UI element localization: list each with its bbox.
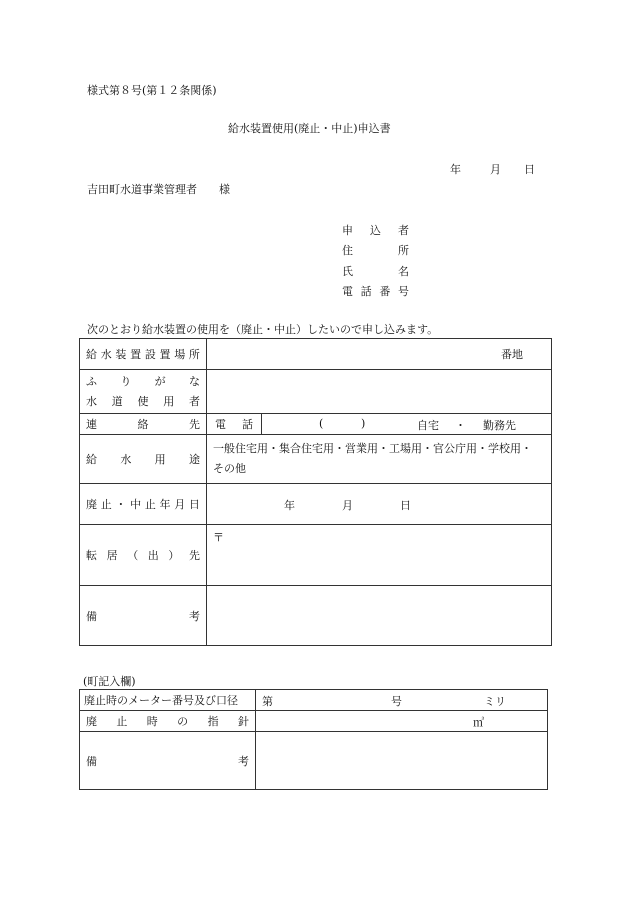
stop-date-month: 月 bbox=[342, 499, 353, 512]
move-row bbox=[80, 525, 552, 586]
remarks-row bbox=[80, 586, 552, 646]
phone-paren-close: ) bbox=[361, 417, 366, 430]
reading-label: 廃 止 時 の 指 針 bbox=[86, 715, 249, 728]
address-label: 住 所 bbox=[342, 244, 409, 257]
use-row bbox=[80, 435, 552, 484]
phone-work-option[interactable]: 勤務先 bbox=[483, 419, 516, 432]
use-options-line1: 一般住宅用・集合住宅用・営業用・工場用・官公庁用・学校用・ bbox=[213, 442, 532, 455]
use-options[interactable] bbox=[207, 435, 552, 484]
location-field[interactable] bbox=[207, 339, 552, 370]
date-row bbox=[80, 484, 552, 525]
phone-label: 電 話 bbox=[215, 418, 253, 431]
document-title: 給水装置使用(廃止・中止)申込書 bbox=[228, 122, 391, 135]
phone-field[interactable] bbox=[262, 414, 552, 435]
postal-mark: 〒 bbox=[213, 531, 224, 544]
stop-date-field[interactable] bbox=[207, 484, 552, 525]
date-month-label: 月 bbox=[490, 163, 501, 176]
addressee: 吉田町水道事業管理者 様 bbox=[87, 183, 230, 196]
stop-date-label: 廃 止 ・ 中 止 年 月 日 bbox=[86, 498, 200, 511]
form-number: 様式第８号(第１２条関係) bbox=[87, 84, 217, 97]
stop-date-year: 年 bbox=[284, 499, 295, 512]
phone-number-label: 電 話 番 号 bbox=[342, 285, 409, 298]
phone-home-option[interactable]: 自宅 bbox=[417, 419, 439, 432]
date-year-label: 年 bbox=[450, 163, 461, 176]
meter-diameter-unit: ミリ bbox=[484, 695, 506, 708]
meter-field[interactable] bbox=[256, 690, 548, 711]
date-day-label: 日 bbox=[524, 163, 535, 176]
reading-row bbox=[80, 711, 548, 732]
meter-number-prefix: 第 bbox=[262, 695, 273, 708]
location-label: 給 水 装 置 設 置 場 所 bbox=[86, 348, 200, 361]
intro-text: 次のとおり給水装置の使用を（廃止・中止）したいので申し込みます。 bbox=[87, 323, 439, 336]
town-table bbox=[79, 689, 548, 790]
remarks-field[interactable] bbox=[207, 586, 552, 646]
location-suffix: 番地 bbox=[501, 348, 523, 361]
meter-label: 廃止時のメーター番号及び口径 bbox=[80, 690, 256, 711]
phone-separator: ・ bbox=[455, 419, 466, 432]
town-remarks-label: 備 考 bbox=[86, 754, 249, 768]
furigana-label: ふ り が な bbox=[86, 374, 200, 388]
user-name-field[interactable] bbox=[207, 370, 552, 414]
applicant-label: 申 込 者 bbox=[342, 224, 409, 237]
user-label: 水 道 使 用 者 bbox=[86, 394, 200, 408]
phone-paren-open: ( bbox=[319, 417, 324, 430]
name-label: 氏 名 bbox=[342, 265, 409, 278]
move-address-field[interactable] bbox=[207, 525, 552, 586]
town-remarks-field[interactable] bbox=[256, 732, 548, 790]
remarks-label: 備 考 bbox=[86, 609, 200, 623]
use-options-line2: その他 bbox=[213, 462, 246, 475]
move-label: 転 居 （ 出 ） 先 bbox=[86, 549, 200, 562]
location-row bbox=[80, 339, 552, 370]
reading-unit: ㎥ bbox=[473, 716, 484, 729]
user-row bbox=[80, 370, 552, 414]
application-table bbox=[79, 338, 552, 646]
town-section-heading: (町記入欄) bbox=[83, 675, 136, 688]
meter-row bbox=[80, 690, 548, 711]
meter-number-suffix: 号 bbox=[391, 695, 402, 708]
reading-field[interactable] bbox=[256, 711, 548, 732]
stop-date-day: 日 bbox=[400, 499, 411, 512]
use-label: 給 水 用 途 bbox=[86, 453, 200, 466]
contact-row bbox=[80, 414, 552, 435]
contact-label: 連 絡 先 bbox=[86, 418, 200, 431]
town-remarks-row bbox=[80, 732, 548, 790]
